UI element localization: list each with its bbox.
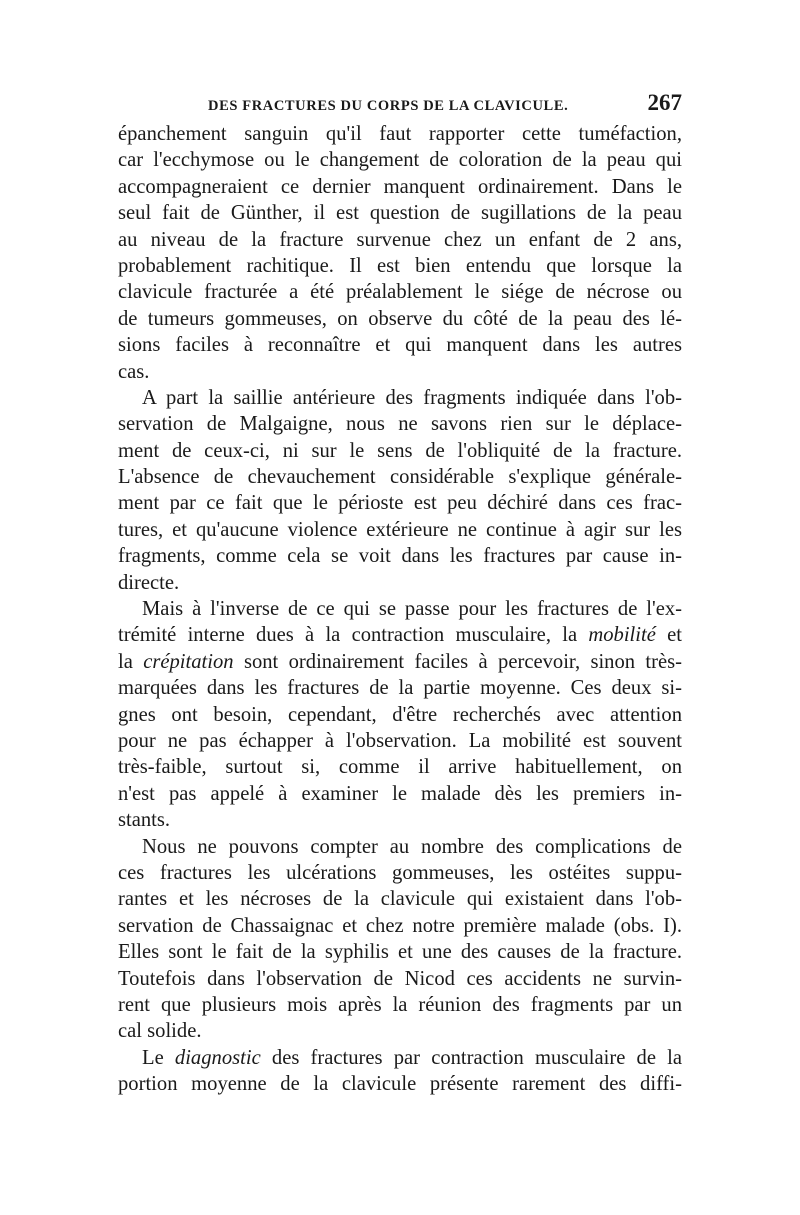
text-line: très-faible, surtout si, comme il arrive habituellement, on — [118, 756, 682, 779]
text-line: servation de Malgaigne, nous ne savons rien sur le déplace- — [118, 413, 682, 436]
text-line: probablement rachitique. Il est bien entendu que lorsque la — [118, 254, 682, 277]
text-line: marquées dans les fractures de la partie moyenne. Ces deux si- — [118, 677, 682, 700]
text-line: épanchement sanguin qu'il faut rapporter cette tuméfaction, — [118, 123, 682, 145]
text-line: Nous ne pouvons compter au nombre des complications de — [142, 835, 682, 858]
page-number: 267 — [647, 90, 682, 115]
text-line: directe. — [118, 571, 180, 594]
running-head: DES FRACTURES DU CORPS DE LA CLAVICULE. — [208, 98, 569, 114]
text-line: clavicule fracturée a été préalablement le siége de nécrose ou — [118, 281, 682, 304]
text-line: seul fait de Günther, il est question de sugillations de la peau — [118, 202, 682, 225]
text-line: Mais à l'inverse de ce qui se passe pour les fractures de l'ex- — [142, 598, 682, 621]
text-line: ment de ceux-ci, ni sur le sens de l'obliquité de la fracture. — [118, 439, 682, 462]
text-line: fragments, comme cela se voit dans les fractures par cause in- — [118, 545, 682, 568]
text-line: Toutefois dans l'observation de Nicod ces accidents ne survin- — [118, 967, 682, 990]
text-line: rantes et les nécroses de la clavicule qui existaient dans l'ob- — [118, 888, 682, 911]
text-line: rent que plusieurs mois après la réunion des fragments par un — [118, 993, 682, 1016]
text-line: stants. — [118, 809, 171, 832]
text-line: tures, et qu'aucune violence extérieure ne continue à agir sur les — [118, 518, 682, 541]
text-line: gnes ont besoin, cependant, d'être recherchés avec attention — [118, 703, 682, 726]
text-line: servation de Chassaignac et chez notre première malade (obs. I). — [118, 914, 682, 937]
text-line: ment par ce fait que le périoste est peu déchiré dans ces frac- — [118, 492, 682, 515]
text-line: A part la saillie antérieure des fragments indiquée dans l'ob- — [142, 386, 682, 409]
text-line: L'absence de chevauchement considérable s'explique générale- — [118, 466, 682, 489]
text-line: ces fractures les ulcérations gommeuses, les ostéites suppu- — [118, 861, 682, 884]
text-line: Elles sont le fait de la syphilis et une des causes de la fracture. — [118, 941, 682, 964]
page-header — [118, 90, 682, 122]
text-line: au niveau de la fracture survenue chez un enfant de 2 ans, — [118, 228, 682, 251]
text-line: cas. — [118, 360, 150, 383]
text-line: de tumeurs gommeuses, on observe du côté de la peau des lé- — [118, 307, 682, 330]
text-line: la crépitation sont ordinairement faciles à percevoir, sinon très- — [118, 650, 683, 673]
text-line: sions faciles à reconnaître et qui manquent dans les autres — [118, 334, 682, 357]
body-text — [118, 121, 682, 1097]
text-line: portion moyenne de la clavicule présente rarement des diffi- — [118, 1073, 682, 1096]
text-line: Le diagnostic des fractures par contraction musculaire de la — [142, 1046, 682, 1069]
text-line: trémité interne dues à la contraction musculaire, la mobilité et — [118, 624, 682, 647]
text-line: pour ne pas échapper à l'observation. La mobilité est souvent — [118, 729, 682, 752]
text-line: cal solide. — [118, 1020, 202, 1043]
text-line: n'est pas appelé à examiner le malade dès les premiers in- — [118, 782, 682, 805]
text-line: car l'ecchymose ou le changement de coloration de la peau qui — [118, 149, 682, 172]
text-line: accompagneraient ce dernier manquent ordinairement. Dans le — [118, 175, 682, 198]
